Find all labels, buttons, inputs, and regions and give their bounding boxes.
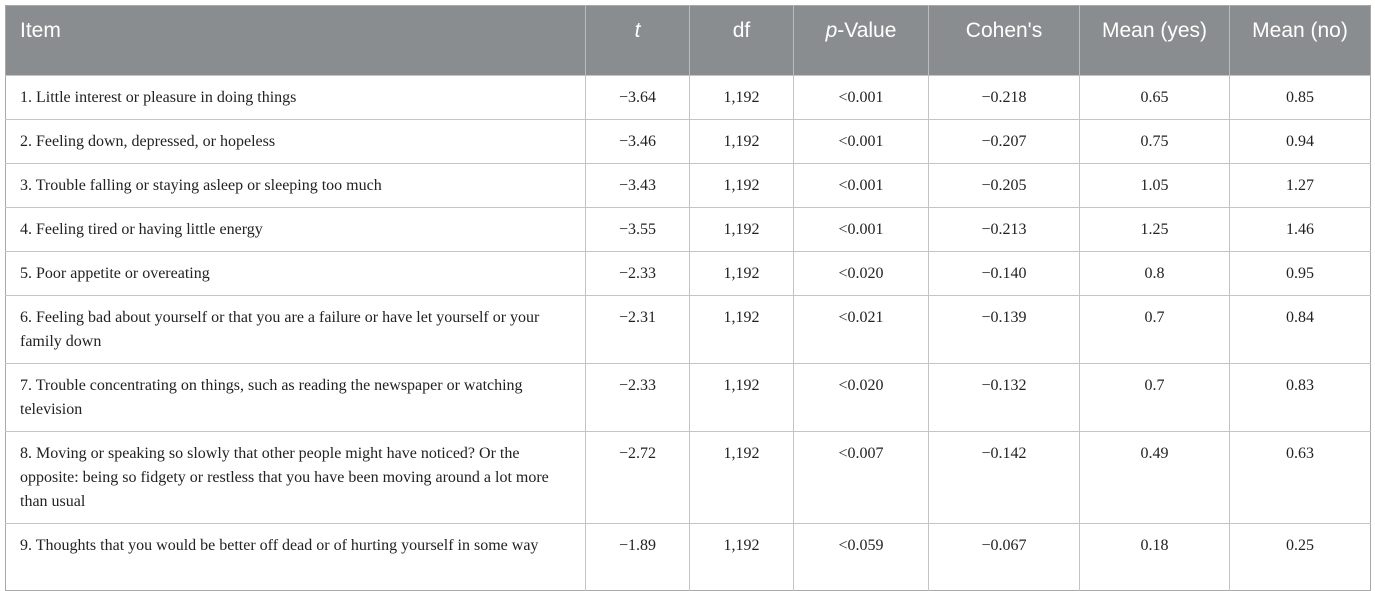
cell-p-value: <0.020: [794, 252, 929, 296]
header-p-suffix: -Value: [837, 19, 897, 42]
table-row: [6, 524, 1371, 591]
cell-item: 4. Feeling tired or having little energy: [6, 208, 586, 252]
cell-df: 1,192: [690, 296, 794, 364]
cell-t: −3.46: [586, 120, 690, 164]
cell-cohens: −0.218: [929, 76, 1080, 120]
table-row: [6, 76, 1371, 120]
cell-mean-no: 0.25: [1230, 524, 1371, 591]
cell-mean-yes: 0.49: [1080, 432, 1230, 524]
cell-item: 6. Feeling bad about yourself or that you are a failure or have let yourself or your family down: [6, 296, 586, 364]
cell-p-value: <0.020: [794, 364, 929, 432]
cell-mean-yes: 1.25: [1080, 208, 1230, 252]
cell-item: 2. Feeling down, depressed, or hopeless: [6, 120, 586, 164]
cell-df: 1,192: [690, 524, 794, 591]
header-t: [586, 6, 690, 76]
table-row: [6, 208, 1371, 252]
table-row: [6, 364, 1371, 432]
cell-df: 1,192: [690, 76, 794, 120]
cell-df: 1,192: [690, 432, 794, 524]
header-row: [6, 6, 1371, 76]
cell-cohens: −0.132: [929, 364, 1080, 432]
cell-df: 1,192: [690, 164, 794, 208]
cell-item: 9. Thoughts that you would be better off dead or of hurting yourself in some way: [6, 524, 586, 591]
cell-mean-no: 1.27: [1230, 164, 1371, 208]
table-row: [6, 164, 1371, 208]
cell-mean-no: 0.84: [1230, 296, 1371, 364]
cell-cohens: −0.207: [929, 120, 1080, 164]
table-row: [6, 252, 1371, 296]
cell-cohens: −0.139: [929, 296, 1080, 364]
cell-p-value: <0.021: [794, 296, 929, 364]
header-p-italic: p: [825, 19, 838, 42]
table-body: [6, 76, 1371, 591]
cell-t: −1.89: [586, 524, 690, 591]
header-mean-no: Mean (no): [1230, 6, 1371, 76]
cell-mean-yes: 0.8: [1080, 252, 1230, 296]
cell-item: 1. Little interest or pleasure in doing things: [6, 76, 586, 120]
cell-mean-no: 0.95: [1230, 252, 1371, 296]
cell-df: 1,192: [690, 364, 794, 432]
cell-cohens: −0.213: [929, 208, 1080, 252]
table-row: [6, 120, 1371, 164]
cell-df: 1,192: [690, 252, 794, 296]
cell-t: −2.31: [586, 296, 690, 364]
table-header: [6, 6, 1371, 76]
cell-mean-no: 0.63: [1230, 432, 1371, 524]
table-row: [6, 432, 1371, 524]
cell-mean-no: 1.46: [1230, 208, 1371, 252]
cell-item: 3. Trouble falling or staying asleep or sleeping too much: [6, 164, 586, 208]
cell-t: −2.72: [586, 432, 690, 524]
results-table-container: [5, 5, 1370, 591]
cell-mean-yes: 1.05: [1080, 164, 1230, 208]
header-mean-yes: Mean (yes): [1080, 6, 1230, 76]
cell-mean-no: 0.94: [1230, 120, 1371, 164]
header-p-value: [794, 6, 929, 76]
cell-cohens: −0.142: [929, 432, 1080, 524]
header-df: df: [690, 6, 794, 76]
cell-mean-yes: 0.65: [1080, 76, 1230, 120]
cell-mean-no: 0.83: [1230, 364, 1371, 432]
cell-cohens: −0.140: [929, 252, 1080, 296]
cell-df: 1,192: [690, 208, 794, 252]
cell-item: 7. Trouble concentrating on things, such as reading the newspaper or watching television: [6, 364, 586, 432]
cell-cohens: −0.067: [929, 524, 1080, 591]
results-table: [5, 5, 1371, 591]
cell-cohens: −0.205: [929, 164, 1080, 208]
cell-item: 8. Moving or speaking so slowly that other people might have noticed? Or the opposite: being so fidgety or restless that you have been moving around a lot more than usual: [6, 432, 586, 524]
cell-p-value: <0.001: [794, 120, 929, 164]
cell-mean-yes: 0.75: [1080, 120, 1230, 164]
table-row: [6, 296, 1371, 364]
cell-p-value: <0.001: [794, 164, 929, 208]
cell-p-value: <0.007: [794, 432, 929, 524]
cell-p-value: <0.059: [794, 524, 929, 591]
cell-mean-yes: 0.7: [1080, 296, 1230, 364]
cell-t: −2.33: [586, 252, 690, 296]
cell-mean-no: 0.85: [1230, 76, 1371, 120]
header-cohens: Cohen's: [929, 6, 1080, 76]
cell-t: −2.33: [586, 364, 690, 432]
cell-p-value: <0.001: [794, 208, 929, 252]
header-t-italic: t: [634, 19, 641, 42]
header-item: Item: [6, 6, 586, 76]
cell-t: −3.55: [586, 208, 690, 252]
cell-p-value: <0.001: [794, 76, 929, 120]
cell-mean-yes: 0.18: [1080, 524, 1230, 591]
cell-mean-yes: 0.7: [1080, 364, 1230, 432]
cell-t: −3.43: [586, 164, 690, 208]
cell-t: −3.64: [586, 76, 690, 120]
cell-item: 5. Poor appetite or overeating: [6, 252, 586, 296]
cell-df: 1,192: [690, 120, 794, 164]
